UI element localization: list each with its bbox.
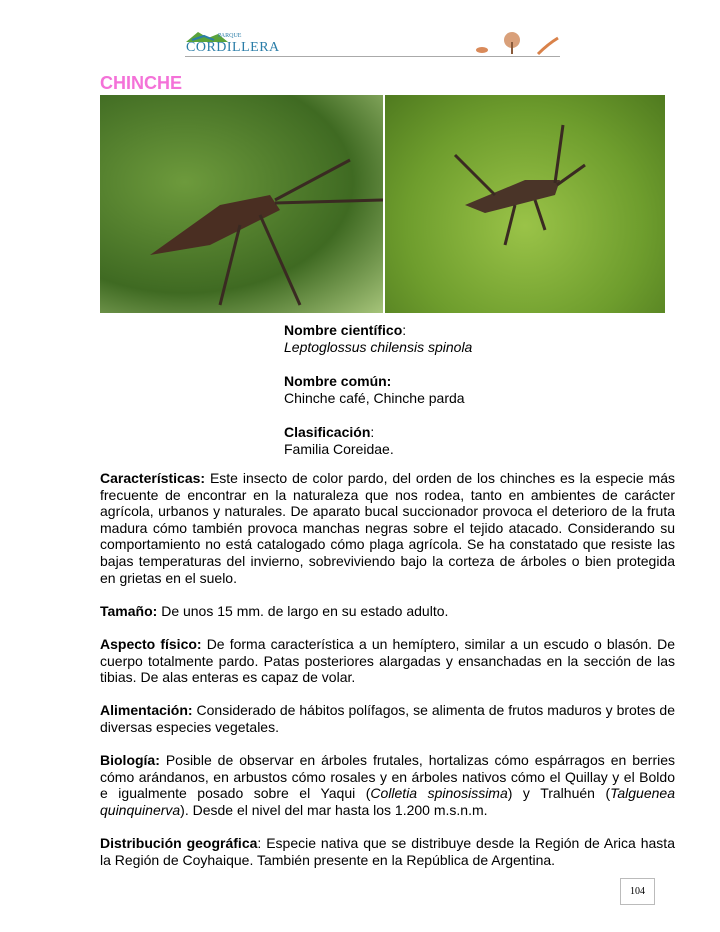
characteristics-label: Características: [100, 470, 206, 486]
biology-text: ). Desde el nivel del mar hasta los 1.200 m.s.n.m. [180, 801, 488, 818]
page-title: CHINCHE [100, 73, 183, 93]
biology-text: ) y Tralhuén ( [507, 785, 611, 802]
feeding-text: Considerado de hábitos polífagos, se alimenta de frutos maduros y brotes de diversas especies vegetales. [100, 702, 675, 735]
header-rule [185, 56, 560, 57]
appearance-paragraph [100, 636, 675, 686]
appearance-label: Aspecto físico: [100, 635, 202, 652]
biology-label: Biología: [100, 752, 160, 769]
distribution-paragraph [100, 835, 675, 868]
header-animals-tree-icon [470, 30, 565, 56]
species-info: Nombre científico: Leptoglossus chilensis spinola Nombre común: Chinche café, Chinche parda Clasificación: Familia Coreidae. [284, 322, 473, 457]
photo-bug-on-leaf [385, 95, 665, 313]
biology-paragraph [100, 752, 675, 818]
classification: Familia Coreidae. [284, 441, 394, 457]
size-label: Tamaño: [100, 602, 158, 619]
photo-bug-on-plant [100, 95, 383, 313]
species-italic: Talguenea quinquinerva [100, 785, 675, 818]
description-body [100, 470, 675, 885]
characteristics-text: Este insecto de color pardo, del orden de los chinches es la especie más frecuente de encontrar en la naturaleza que nos rodea, tanto en ambientes de carácter agrícola, urbanos y naturales. De aparato bucal succionador provoca el deterioro de la fruta madura cómo también provoca manchas negras sobre el tejido atacado. Considerando su comportamiento no está catalogado cómo plaga agrícola. Se ha constatado que resiste las bajas temperaturas del invierno, sobreviviendo bajo la corteza de árboles o bien protegida en grietas en el suelo. [100, 470, 675, 586]
classification-label: Clasificación [284, 424, 371, 440]
feeding-paragraph [100, 702, 675, 735]
common-name: Chinche café, Chinche parda [284, 390, 465, 406]
scientific-name: Leptoglossus chilensis spinola [284, 339, 473, 355]
page-number: 104 [620, 878, 655, 905]
biology-text: Posible de observar en árboles frutales, hortalizas cómo espárragos en berries cómo arándanos, en arbustos cómo rosales y en árboles nativos cómo el Quillay y el Boldo e igualmente posado sobre el Yaqui ( [100, 752, 675, 802]
feeding-label: Alimentación: [100, 702, 193, 719]
distribution-text: : Especie nativa que se distribuye desde la Región de Arica hasta la Región de Coyhaique. También presente en la República de Argentina. [100, 835, 675, 868]
size-paragraph [100, 603, 675, 620]
size-text: De unos 15 mm. de largo en su estado adulto. [157, 602, 449, 619]
scientific-name-label: Nombre científico [284, 322, 403, 338]
logo-cordillera: CORDILLERA [186, 40, 280, 55]
common-name-label: Nombre común: [284, 373, 392, 389]
species-italic: Colletia spinosissima [370, 785, 508, 802]
logo-parque: PARQUE [218, 33, 242, 39]
characteristics-paragraph [100, 470, 675, 586]
distribution-label: Distribución geográfica [100, 835, 258, 852]
appearance-text: De forma característica a un hemíptero, similar a un escudo o blasón. De cuerpo totalmente pardo. Patas posteriores alargadas y ensanchadas en la sección de las tibias. De alas enteras es capaz de volar. [100, 635, 675, 686]
